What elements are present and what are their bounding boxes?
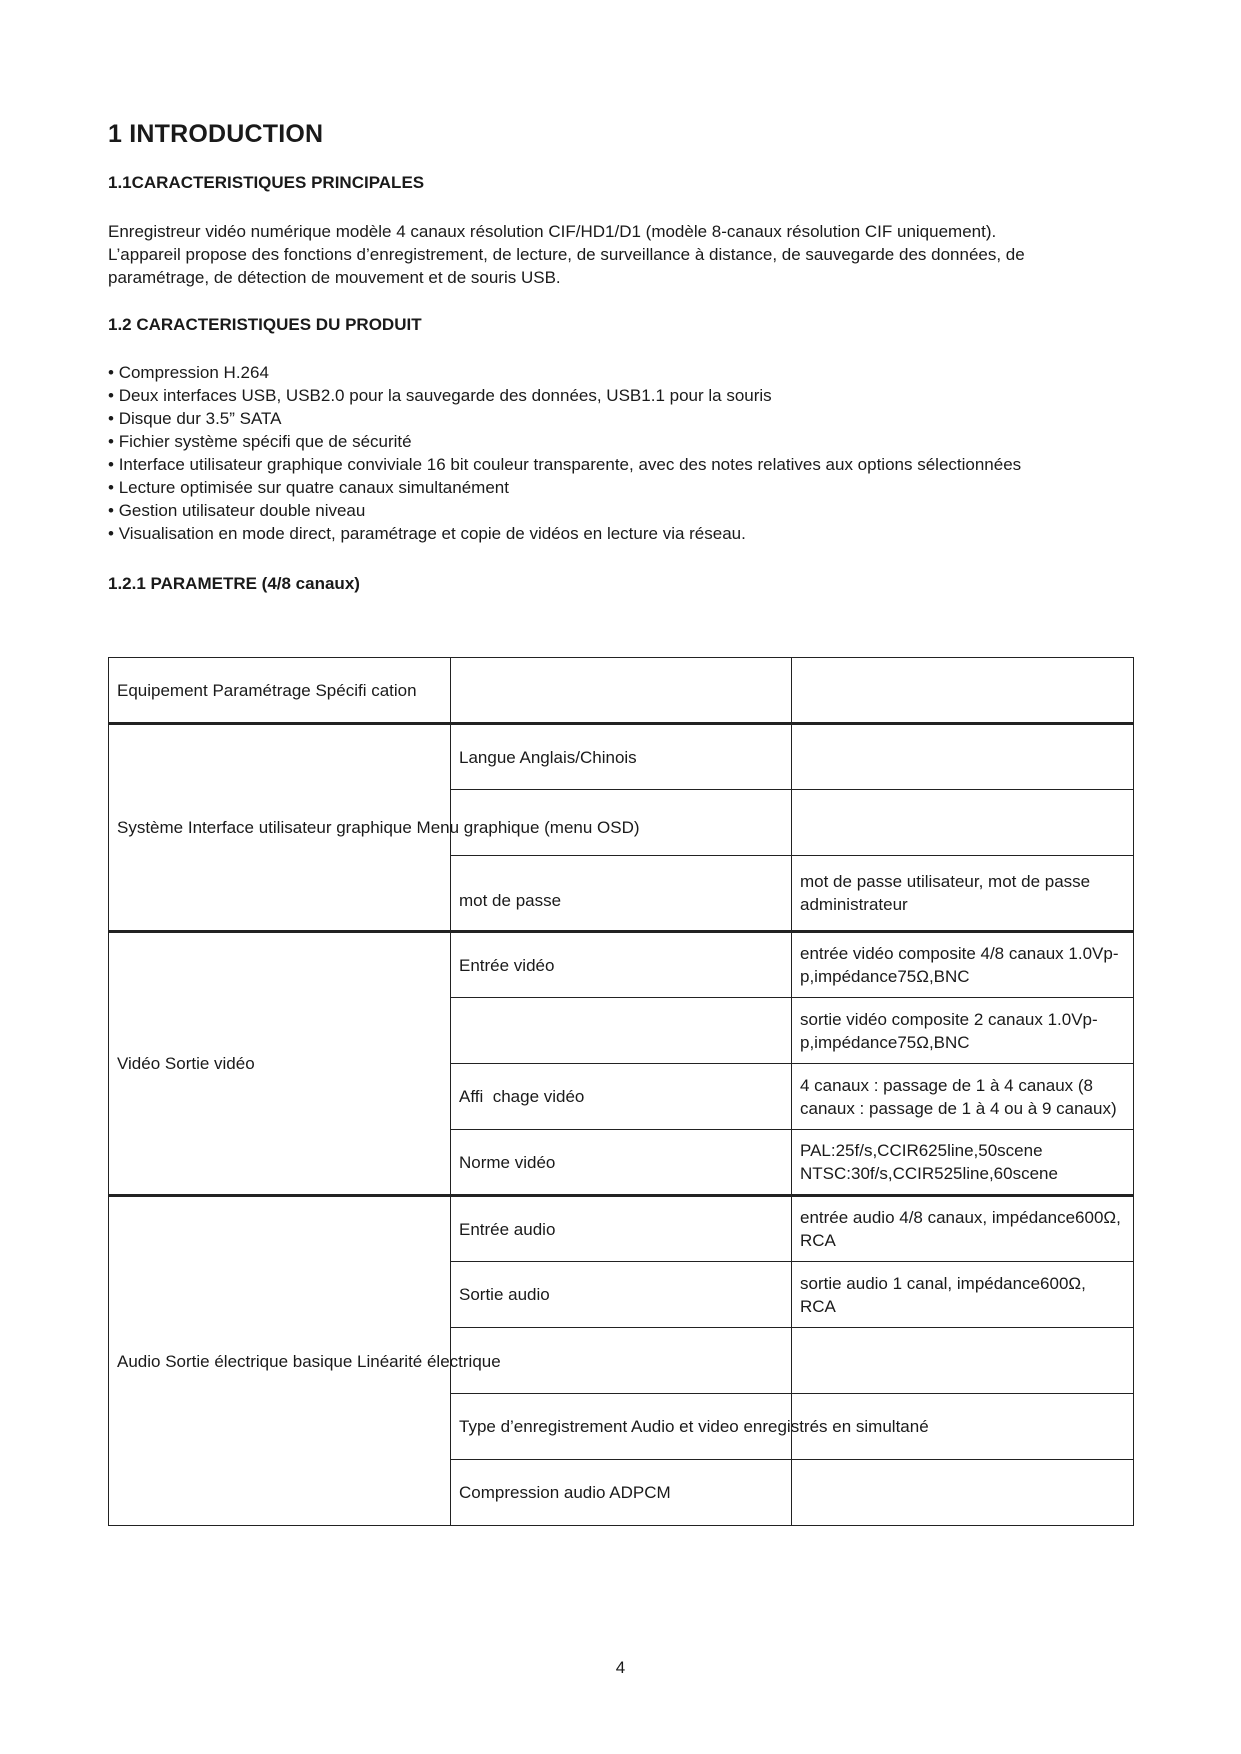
parameter-table xyxy=(108,657,1134,1526)
table-row xyxy=(109,658,1134,724)
section-1-2-title: 1.2 CARACTERISTIQUES DU PRODUIT xyxy=(108,315,422,334)
list-item: • Deux interfaces USB, USB2.0 pour la sauvegarde des données, USB1.1 pour la souris xyxy=(108,384,1188,407)
feature-list xyxy=(108,361,1188,545)
list-item: • Compression H.264 xyxy=(108,361,1188,384)
table-cell: Compression audio ADPCM xyxy=(451,1460,792,1526)
table-cell: entrée vidéo composite 4/8 canaux 1.0Vp-p,impédance75Ω,BNC xyxy=(792,932,1134,998)
list-item: • Fichier système spécifi que de sécurité xyxy=(108,430,1188,453)
table-cell: sortie audio 1 canal, impédance600Ω, RCA xyxy=(792,1262,1134,1328)
norme-ntsc: NTSC:30f/s,CCIR525line,60scene xyxy=(800,1164,1058,1183)
norme-pal: PAL:25f/s,CCIR625line,50scene xyxy=(800,1141,1043,1160)
table-cell xyxy=(792,658,1134,724)
table-cell: mot de passe utilisateur, mot de passe administrateur xyxy=(792,856,1134,932)
table-cell xyxy=(792,1460,1134,1526)
page-number: 4 xyxy=(615,1658,626,1677)
table-cell: Entrée vidéo xyxy=(451,932,792,998)
table-cell: Norme vidéo xyxy=(451,1130,792,1196)
list-item: • Lecture optimisée sur quatre canaux simultanément xyxy=(108,476,1188,499)
table-row xyxy=(109,724,1134,790)
table-cell: Entrée audio xyxy=(451,1196,792,1262)
table-row xyxy=(109,1196,1134,1262)
table-cell xyxy=(792,724,1134,790)
list-item: • Visualisation en mode direct, paramétrage et copie de vidéos en lecture via réseau. xyxy=(108,522,1188,545)
group-cell-video: Vidéo Sortie vidéo xyxy=(109,932,451,1196)
table-cell xyxy=(451,1328,792,1394)
table-cell xyxy=(451,998,792,1064)
table-cell xyxy=(792,790,1134,856)
group-cell-systeme: Système Interface utilisateur graphique Menu graphique (menu OSD) xyxy=(109,724,451,932)
table-cell: sortie vidéo composite 2 canaux 1.0Vp-p,impédance75Ω,BNC xyxy=(792,998,1134,1064)
section-1-2-1-title: 1.2.1 PARAMETRE (4/8 canaux) xyxy=(108,574,360,593)
list-item: • Interface utilisateur graphique conviviale 16 bit couleur transparente, avec des notes relatives aux options sélectionnées xyxy=(108,453,1188,476)
section-1-1-paragraph xyxy=(108,220,1158,289)
paragraph-line: L’appareil propose des fonctions d’enregistrement, de lecture, de surveillance à distance, de sauvegarde des données, de xyxy=(108,245,1025,264)
list-item: • Disque dur 3.5” SATA xyxy=(108,407,1188,430)
section-1-1-title: 1.1CARACTERISTIQUES PRINCIPALES xyxy=(108,173,425,192)
table-cell xyxy=(792,1328,1134,1394)
table-cell: mot de passe xyxy=(451,856,792,932)
table-row xyxy=(109,932,1134,998)
table-cell: Affi chage vidéo xyxy=(451,1064,792,1130)
table-cell xyxy=(451,658,792,724)
table-cell: 4 canaux : passage de 1 à 4 canaux (8 canaux : passage de 1 à 4 ou à 9 canaux) xyxy=(792,1064,1134,1130)
table-header-cell: Equipement Paramétrage Spécifi cation xyxy=(109,658,451,724)
table-cell: Type d’enregistrement Audio et video enregistrés en simultané xyxy=(451,1394,792,1460)
paragraph-line: Enregistreur vidéo numérique modèle 4 canaux résolution CIF/HD1/D1 (modèle 8-canaux résolution CIF uniquement). xyxy=(108,222,997,241)
page-title: 1 INTRODUCTION xyxy=(108,120,324,148)
table-cell: Sortie audio xyxy=(451,1262,792,1328)
table-cell: entrée audio 4/8 canaux, impédance600Ω, RCA xyxy=(792,1196,1134,1262)
table-cell: Langue Anglais/Chinois xyxy=(451,724,792,790)
table-cell xyxy=(792,1130,1134,1196)
group-cell-audio: Audio Sortie électrique basique Linéarité électrique xyxy=(109,1196,451,1526)
paragraph-line: paramétrage, de détection de mouvement et de souris USB. xyxy=(108,268,561,287)
list-item: • Gestion utilisateur double niveau xyxy=(108,499,1188,522)
